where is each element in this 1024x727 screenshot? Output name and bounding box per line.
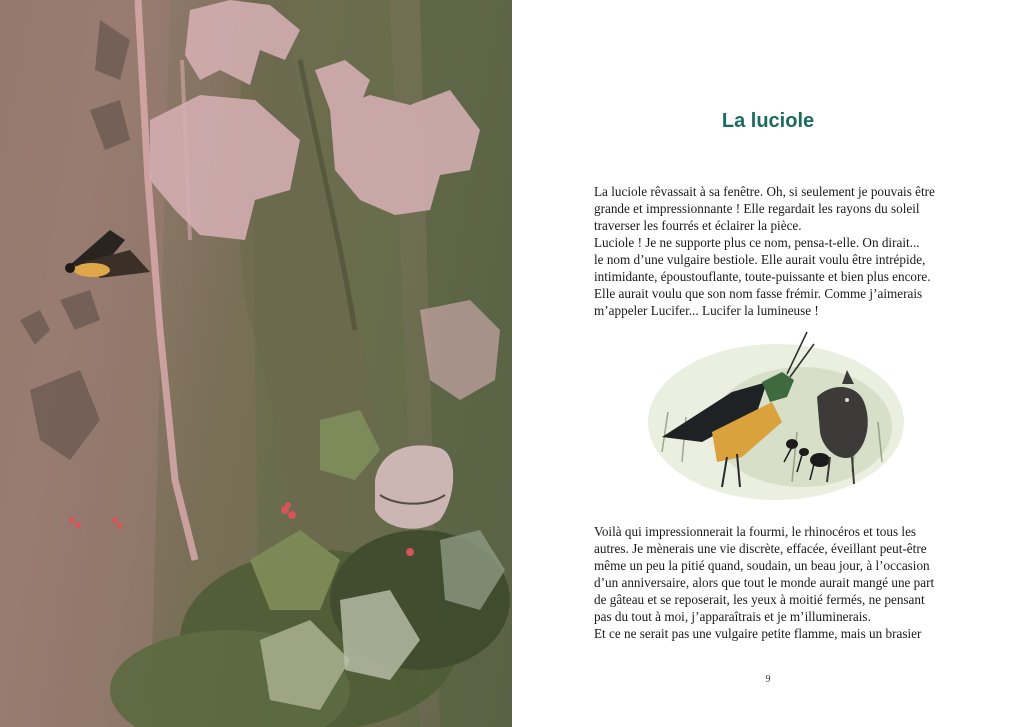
text-line: Elle aurait voulu que son nom fasse frémir. Comme j’aimerais: [594, 286, 923, 301]
text-line: Voilà qui impressionnerait la fourmi, le rhinocéros et tous les: [594, 524, 917, 539]
text-line: d’un anniversaire, alors que tout le monde aurait mangé une part: [594, 575, 935, 590]
text-line: autres. Je mènerais une vie discrète, effacée, éveillant peut-être: [594, 541, 927, 556]
text-line: de gâteau et se reposerait, les yeux à moitié fermés, ne pensant: [594, 592, 925, 607]
paragraph-2: [594, 523, 954, 642]
text-line: m’appeler Lucifer... Lucifer la lumineuse !: [594, 303, 819, 318]
text-line: le nom d’une vulgaire bestiole. Elle aurait voulu être intrépide,: [594, 252, 926, 267]
page-number: 9: [765, 674, 771, 685]
text-line: grande et impressionnante ! Elle regardait les rayons du soleil: [594, 201, 920, 216]
story-title: La luciole: [721, 110, 815, 132]
text-line: La luciole rêvassait à sa fenêtre. Oh, si seulement je pouvais être: [594, 184, 935, 199]
text-line: intimidante, époustouflante, toute-puissante et bien plus encore.: [594, 269, 931, 284]
text-line: Et ce ne serait pas une vulgaire petite flamme, mais un brasier: [594, 626, 922, 641]
text-line: pas du tout à moi, j’apparaîtrais et je m’illuminerais.: [594, 609, 871, 624]
text-line: Luciole ! Je ne supporte plus ce nom, pensa-t-elle. On dirait...: [594, 235, 920, 250]
paragraph-1: [594, 183, 954, 319]
right-page-text: [512, 0, 1024, 727]
text-line: traverser les fourrés et éclairer la pièce.: [594, 218, 802, 233]
text-line: même un peu la pitié quand, soudain, un beau jour, à l’occasion: [594, 558, 930, 573]
vignette-illustration: [642, 322, 910, 512]
